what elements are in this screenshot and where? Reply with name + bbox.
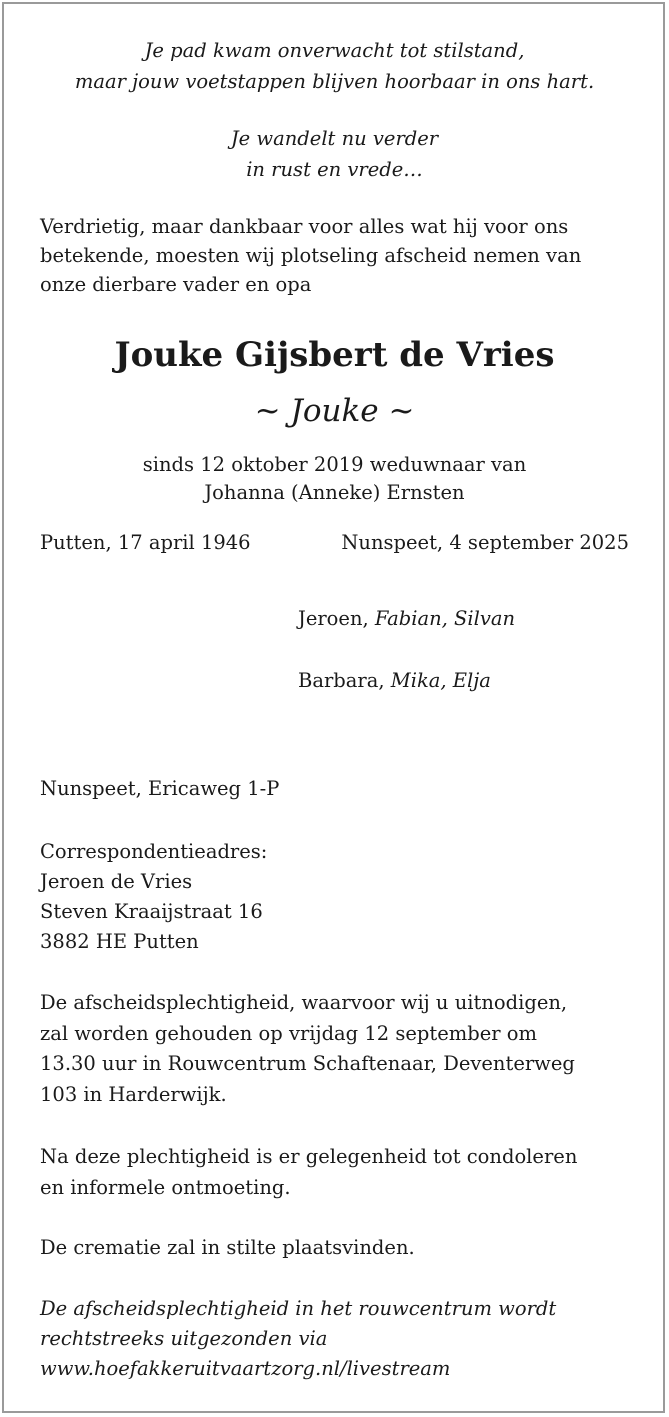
grandchildren-names: Mika, Elja [390,669,491,692]
intro-line: Verdrietig, maar dankbaar voor alles wat hij voor ons [40,215,569,238]
cremation-notice: De crematie zal in stilte plaatsvinden. [40,1236,415,1259]
correspondence-street: Steven Kraaijstraat 16 [40,900,263,923]
family-member [298,669,491,693]
family-member-name: Barbara, [298,669,391,692]
home-address: Nunspeet, Ericaweg 1-P [40,777,280,800]
family-member [298,607,515,631]
intro-line: betekende, moesten wij plotseling afscheid nemen van [40,244,582,267]
birth-place-date: Putten, 17 april 1946 [40,531,251,554]
spouse-name: Johanna (Anneke) Ernsten [204,481,465,504]
livestream-url: www.hoefakkeruitvaartzorg.nl/livestream [40,1357,451,1380]
correspondence-name: Jeroen de Vries [40,870,193,893]
condolence-line: Na deze plechtigheid is er gelegenheid tot condoleren [40,1145,578,1168]
deceased-nickname: ~ Jouke ~ [254,393,415,429]
condolence-line: en informele ontmoeting. [40,1176,291,1199]
poem-line: in rust en vrede… [246,158,423,181]
family-member-name: Jeroen, [298,607,375,630]
ceremony-line: 103 in Harderwijk. [40,1083,227,1106]
poem-line: Je wandelt nu verder [230,127,439,150]
correspondence-label: Correspondentieadres: [40,840,268,863]
ceremony-line: zal worden gehouden op vrijdag 12 september om [40,1022,538,1045]
correspondence-postal: 3882 HE Putten [40,930,199,953]
poem-line: Je pad kwam onverwacht tot stilstand, [144,39,525,62]
intro-line: onze dierbare vader en opa [40,273,312,296]
deceased-name: Jouke Gijsbert de Vries [114,335,555,375]
announcement-border [2,2,665,1413]
ceremony-line: 13.30 uur in Rouwcentrum Schaftenaar, Deventerweg [40,1052,575,1075]
poem-line: maar jouw voetstappen blijven hoorbaar in ons hart. [74,70,595,93]
livestream-line: De afscheidsplechtigheid in het rouwcentrum wordt [40,1297,557,1320]
grandchildren-names: Fabian, Silvan [374,607,516,630]
widower-line: sinds 12 oktober 2019 weduwnaar van [142,453,527,476]
death-place-date: Nunspeet, 4 september 2025 [341,531,629,554]
ceremony-line: De afscheidsplechtigheid, waarvoor wij u uitnodigen, [40,991,568,1014]
livestream-line: rechtstreeks uitgezonden via [40,1327,328,1350]
